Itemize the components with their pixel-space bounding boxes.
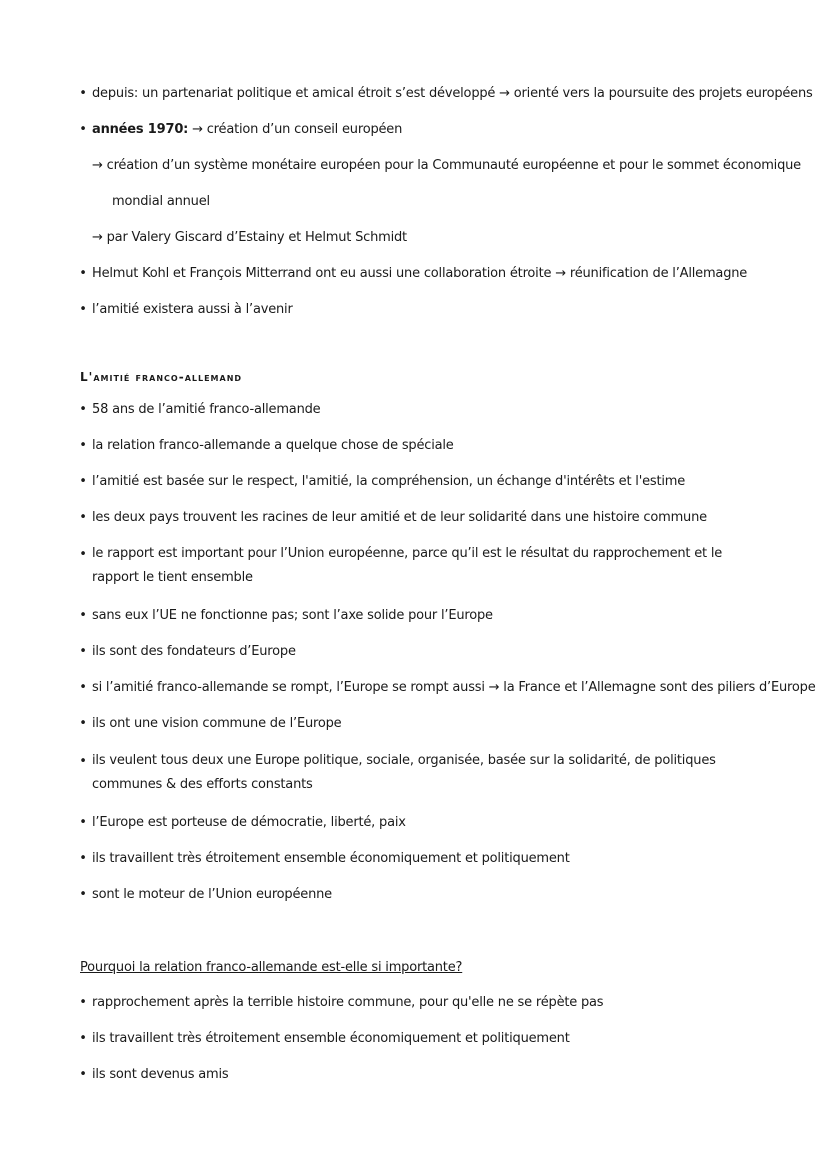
list-item-text: ils sont devenus amis	[92, 1067, 229, 1082]
bullet-icon: •	[79, 402, 87, 417]
bullet-icon: •	[79, 887, 87, 902]
bullet-icon: •	[79, 547, 87, 562]
bullet-icon: •	[79, 608, 87, 623]
bullet-icon: •	[79, 716, 87, 731]
list-item-text: sans eux l’UE ne fonctionne pas; sont l’axe solide pour l’Europe	[92, 608, 493, 623]
bullet-icon: •	[79, 266, 87, 281]
intro-sub-1b: mondial annuel	[112, 194, 210, 209]
list-item-text: rapprochement après la terrible histoire commune, pour qu'elle ne se répète pas	[92, 995, 604, 1010]
list-item-text: la relation franco-allemande a quelque chose de spéciale	[92, 438, 454, 453]
bullet-icon: •	[79, 438, 87, 453]
bullet-icon: •	[79, 86, 87, 101]
bullet-icon: •	[79, 1067, 87, 1082]
intro-sub-2: → par Valery Giscard d’Estainy et Helmut Schmidt	[92, 230, 407, 245]
list-item-text: les deux pays trouvent les racines de leur amitié et de leur solidarité dans une histoire commune	[92, 510, 707, 525]
bullet-icon: •	[79, 510, 87, 525]
list-item-text: l’Europe est porteuse de démocratie, liberté, paix	[92, 815, 406, 830]
bullet-icon: •	[79, 680, 87, 695]
bullet-icon: •	[79, 851, 87, 866]
list-item-text: ils travaillent très étroitement ensemble économiquement et politiquement	[92, 851, 570, 866]
list-item-text: ils sont des fondateurs d’Europe	[92, 644, 296, 659]
intro-bold-years: années 1970:	[92, 122, 189, 137]
intro-text-2-rest: → création d’un conseil européen	[188, 122, 403, 137]
bullet-icon: •	[79, 474, 87, 489]
bullet-icon: •	[79, 1031, 87, 1046]
list-item-text: sont le moteur de l’Union européenne	[92, 887, 332, 902]
list-item-text: ils travaillent très étroitement ensemble économiquement et politiquement	[92, 1031, 570, 1046]
bullet-icon: •	[79, 754, 87, 769]
intro-text-2	[92, 117, 402, 143]
bullet-icon: •	[79, 122, 87, 137]
list-item-text: si l’amitié franco-allemande se rompt, l’Europe se rompt aussi → la France et l’Allemagne sont des piliers d’Europe	[92, 680, 816, 695]
intro-text-1: depuis: un partenariat politique et amical étroit s’est développé → orienté vers la poursuite des projets européens	[92, 86, 813, 101]
list-item-text: le rapport est important pour l’Union européenne, parce qu’il est le résultat du rapprochement et le rapport le tient ensemble	[92, 546, 723, 585]
intro-text-4: l’amitié existera aussi à l’avenir	[92, 302, 293, 317]
list-item-text: ils ont une vision commune de l’Europe	[92, 716, 342, 731]
intro-sub-1: → création d’un système monétaire européen pour la Communauté européenne et pour le sommet économique	[92, 158, 801, 173]
bullet-icon: •	[79, 815, 87, 830]
section-heading: L'amitié franco-allemand	[80, 370, 243, 384]
list-item-text: l’amitié est basée sur le respect, l'amitié, la compréhension, un échange d'intérêts et l'estime	[92, 474, 686, 489]
bullet-icon: •	[79, 995, 87, 1010]
list-item-text: ils veulent tous deux une Europe politique, sociale, organisée, basée sur la solidarité, de politiques communes & des efforts constants	[92, 753, 716, 792]
bullet-icon: •	[79, 302, 87, 317]
bullet-icon: •	[79, 644, 87, 659]
section3-question: Pourquoi la relation franco-allemande est-elle si importante?	[80, 960, 463, 975]
list-item-text: 58 ans de l’amitié franco-allemande	[92, 402, 321, 417]
intro-text-3: Helmut Kohl et François Mitterrand ont eu aussi une collaboration étroite → réunification de l’Allemagne	[92, 266, 748, 281]
